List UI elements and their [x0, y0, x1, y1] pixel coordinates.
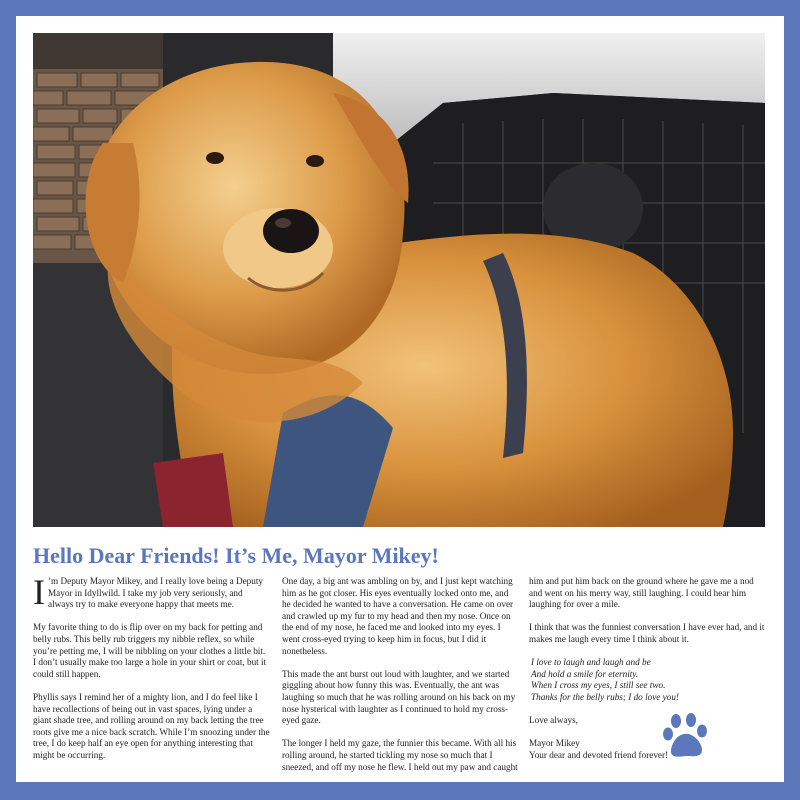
paragraph: I think that was the funniest conversation I have ever had, and it makes me laugh every time I think about it. — [529, 622, 765, 644]
paragraph: One day, a big ant was ambling on by, and I just kept watching him as he got closer. His eyes eventually locked onto me, and he decided he wanted to have a conversation. He came on over and crawled up my fur to my head and then my nose. Once on the end of my nose, he faced me and looked into my eyes. I went cross-eyed trying to keep him in focus, but I did it nonetheless. — [282, 576, 514, 656]
article-column-2 — [282, 576, 519, 782]
article-column-3 — [529, 576, 766, 762]
paw-print-icon — [662, 712, 712, 762]
poem-line: Thanks for the belly rubs; I do love you! — [531, 691, 679, 702]
poem-line: When I cross my eyes, I still see two. — [531, 680, 666, 691]
paragraph — [33, 572, 270, 612]
drop-cap: I — [33, 572, 45, 612]
poem-line: I love to laugh and laugh and be — [531, 657, 651, 668]
signature-name: Mayor Mikey — [529, 738, 580, 749]
dog-photo-illustration — [33, 33, 765, 527]
signature-block — [529, 738, 766, 761]
paragraph: My favorite thing to do is flip over on my back for petting and belly rubs. This belly rub triggers my nibble reflex, so while you’re petting me, I will be nibbling on your clothes a little bit. I don’t usually make too large a hole in your shirt or coat, but it could still happen. — [33, 622, 267, 679]
paragraph: Phyllis says I remind her of a mighty lion, and I do feel like I have recollections of being out in vast spaces, lying under a giant shade tree, and rolling around on my back letting the tree roots give me a nice back scratch. While I’m snoozing under the tree, I do keep half an eye open for anything interesting that might be occurring. — [33, 691, 270, 760]
signature-tagline: Your dear and devoted friend forever! — [529, 749, 669, 760]
article-column-1 — [33, 572, 270, 773]
poem — [529, 657, 766, 703]
page — [16, 16, 784, 782]
paragraph: The longer I held my gaze, the funnier this became. With all his rolling around, he started tickling my nose so much that I sneezed, and off my nose he flew. I held out my paw and caught — [282, 738, 518, 772]
paragraph: him and put him back on the ground where he gave me a nod and went on his merry way, still laughing. I could hear him laughing for over a mile. — [529, 576, 754, 610]
paragraph-text: ’m Deputy Mayor Mikey, and I really love being a Deputy Mayor in Idyllwild. I take my job very seriously, and always try to make everyone happy that meets me. — [48, 576, 263, 610]
headline: Hello Dear Friends! It’s Me, Mayor Mikey! — [33, 543, 439, 568]
dog-photo — [33, 33, 765, 527]
closing: Love always, — [529, 715, 578, 726]
paragraph: This made the ant burst out loud with laughter, and we started giggling about how funny this was. Eventually, the ant was laughing so much that he was rolling around on his back on my nose hysterical with laughter as I continued to hold my cross-eyed gaze. — [282, 668, 516, 726]
article-columns — [33, 572, 770, 776]
poem-line: And hold a smile for eternity. — [531, 668, 639, 679]
